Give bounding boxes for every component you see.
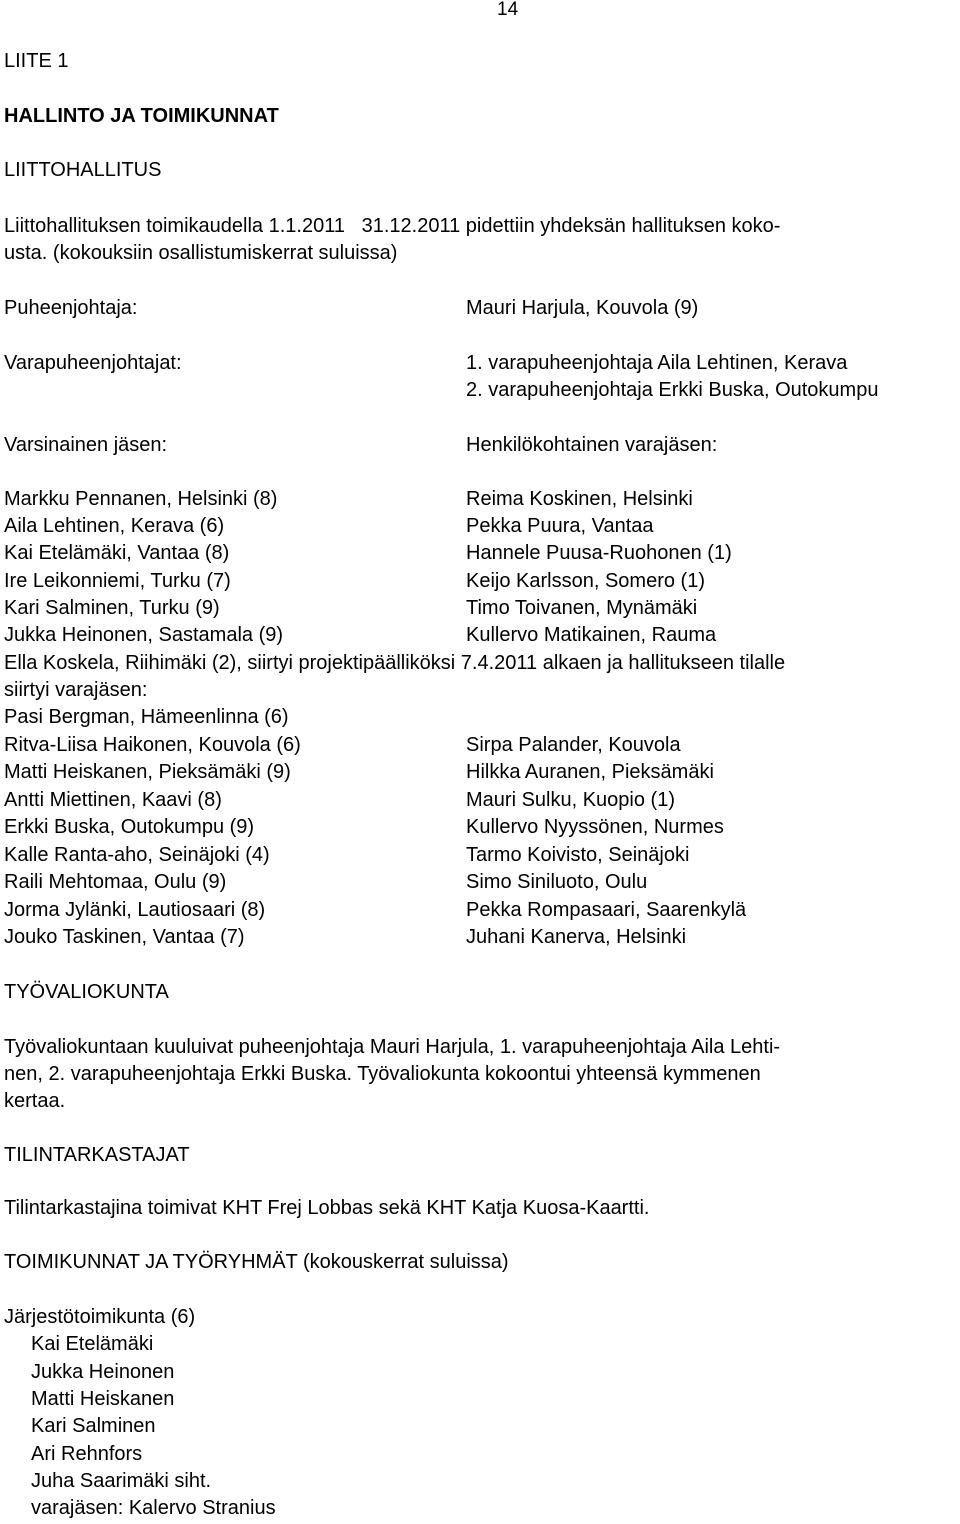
deputy-name: Tarmo Koivisto, Seinäjoki xyxy=(466,844,690,866)
committee-member: Kai Etelämäki xyxy=(31,1333,154,1355)
appendix-heading: LIITE 1 xyxy=(4,50,69,72)
chair-label: Puheenjohtaja: xyxy=(4,297,138,319)
deputy-name: Keijo Karlsson, Somero (1) xyxy=(466,570,705,592)
member-name: Erkki Buska, Outokumpu (9) xyxy=(4,816,255,838)
page-number: 14 xyxy=(497,0,519,20)
member-name: Kari Salminen, Turku (9) xyxy=(4,597,220,619)
section-title: HALLINTO JA TOIMIKUNNAT xyxy=(4,105,279,127)
tyovaliokunta-title: TYÖVALIOKUNTA xyxy=(4,981,169,1003)
deputy-name: Sirpa Palander, Kouvola xyxy=(466,734,681,756)
tyovaliokunta-line-2: nen, 2. varapuheenjohtaja Erkki Buska. Työvaliokunta kokoontui yhteensä kymmenen xyxy=(4,1063,761,1085)
chair-value: Mauri Harjula, Kouvola (9) xyxy=(466,297,699,319)
member-name: Aila Lehtinen, Kerava (6) xyxy=(4,515,225,537)
deputy-column-header: Henkilökohtainen varajäsen: xyxy=(466,434,718,456)
replacement-member: Pasi Bergman, Hämeenlinna (6) xyxy=(4,706,289,728)
member-name: Matti Heiskanen, Pieksämäki (9) xyxy=(4,761,291,783)
koskela-note-line-2: siirtyi varajäsen: xyxy=(4,679,148,701)
deputy-name: Kullervo Nyyssönen, Nurmes xyxy=(466,816,724,838)
committee-member: Ari Rehnfors xyxy=(31,1443,143,1465)
member-name: Kalle Ranta-aho, Seinäjoki (4) xyxy=(4,844,270,866)
deputy-name: Pekka Puura, Vantaa xyxy=(466,515,654,537)
committee-member: Kari Salminen xyxy=(31,1415,156,1437)
deputy-name: Juhani Kanerva, Helsinki xyxy=(466,926,687,948)
deputy-name: Reima Koskinen, Helsinki xyxy=(466,488,693,510)
deputy-name: Hannele Puusa-Ruohonen (1) xyxy=(466,542,732,564)
tilintarkastajat-title: TILINTARKASTAJAT xyxy=(4,1144,190,1166)
tilintarkastajat-text: Tilintarkastajina toimivat KHT Frej Lobbas sekä KHT Katja Kuosa-Kaartti. xyxy=(4,1197,650,1219)
liittohallitus-title: LIITTOHALLITUS xyxy=(4,159,162,181)
committee-member: Matti Heiskanen xyxy=(31,1388,175,1410)
member-name: Antti Miettinen, Kaavi (8) xyxy=(4,789,222,811)
member-name: Raili Mehtomaa, Oulu (9) xyxy=(4,871,227,893)
member-name: Ritva-Liisa Haikonen, Kouvola (6) xyxy=(4,734,301,756)
deputy-name: Hilkka Auranen, Pieksämäki xyxy=(466,761,714,783)
vice-chair-1: 1. varapuheenjohtaja Aila Lehtinen, Kerava xyxy=(466,352,848,374)
deputy-name: Simo Siniluoto, Oulu xyxy=(466,871,648,893)
tyovaliokunta-line-1: Työvaliokuntaan kuuluivat puheenjohtaja Mauri Harjula, 1. varapuheenjohtaja Aila Lehti- xyxy=(4,1036,781,1058)
vice-chair-2: 2. varapuheenjohtaja Erkki Buska, Outokumpu xyxy=(466,379,879,401)
intro-line-1: Liittohallituksen toimikaudella 1.1.2011 31.12.2011 pidettiin yhdeksän hallituksen koko- xyxy=(4,215,781,237)
member-name: Ire Leikonniemi, Turku (7) xyxy=(4,570,231,592)
tyovaliokunta-line-3: kertaa. xyxy=(4,1090,66,1112)
vice-chairs-label: Varapuheenjohtajat: xyxy=(4,352,182,374)
intro-line-2: usta. (kokouksiin osallistumiskerrat suluissa) xyxy=(4,242,398,264)
member-name: Markku Pennanen, Helsinki (8) xyxy=(4,488,278,510)
member-name: Jouko Taskinen, Vantaa (7) xyxy=(4,926,245,948)
committee-deputy: varajäsen: Kalervo Stranius xyxy=(31,1497,276,1519)
member-name: Jukka Heinonen, Sastamala (9) xyxy=(4,624,284,646)
member-column-header: Varsinainen jäsen: xyxy=(4,434,168,456)
deputy-name: Timo Toivanen, Mynämäki xyxy=(466,597,698,619)
deputy-name: Kullervo Matikainen, Rauma xyxy=(466,624,717,646)
committee-member: Jukka Heinonen xyxy=(31,1361,175,1383)
deputy-name: Mauri Sulku, Kuopio (1) xyxy=(466,789,675,811)
jarjestotoimikunta-title: Järjestötoimikunta (6) xyxy=(4,1306,196,1328)
toimikunnat-title: TOIMIKUNNAT JA TYÖRYHMÄT (kokouskerrat suluissa) xyxy=(4,1251,509,1273)
deputy-name: Pekka Rompasaari, Saarenkylä xyxy=(466,899,747,921)
koskela-note-line-1: Ella Koskela, Riihimäki (2), siirtyi projektipäälliköksi 7.4.2011 alkaen ja hallitukseen tilalle xyxy=(4,652,786,674)
member-name: Jorma Jylänki, Lautiosaari (8) xyxy=(4,899,266,921)
member-name: Kai Etelämäki, Vantaa (8) xyxy=(4,542,230,564)
committee-member: Juha Saarimäki siht. xyxy=(31,1470,212,1492)
